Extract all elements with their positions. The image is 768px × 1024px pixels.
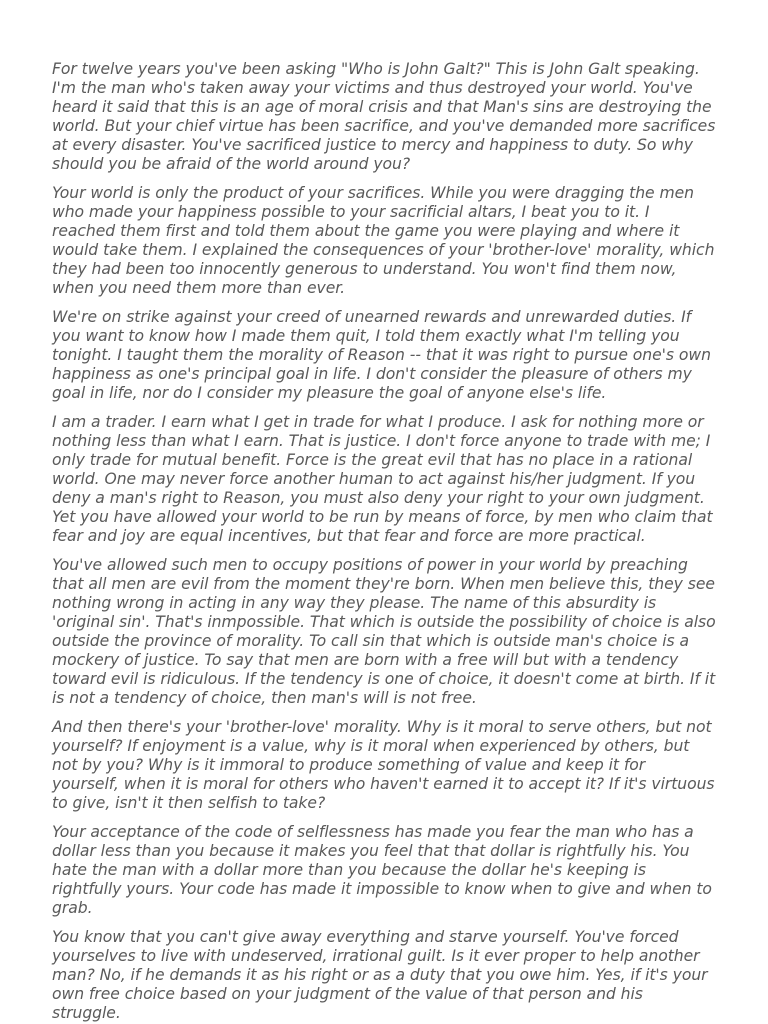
paragraph-7: Your acceptance of the code of selflessness has made you fear the man who has a dollar less than you because it makes you feel that that dollar is rightfully his. You hate the man with a dollar more than you because the dollar he's keeping is rightfully yours. Your code has made it impossible to know when to give and when to grab. [52,823,712,917]
paragraph-3: We're on strike against your creed of unearned rewards and unrewarded duties. If you want to know how I made them quit, I told them exactly what I'm telling you tonight. I taught them the morality of Reason -- that it was right to pursue one's own happiness as one's principal goal in life. I don't consider the pleasure of others my goal in life, nor do I consider my pleasure the goal of anyone else's life. [52,308,711,402]
paragraph-4: I am a trader. I earn what I get in trade for what I produce. I ask for nothing more or nothing less than what I earn. That is justice. I don't force anyone to trade with me; I only trade for mutual benefit. Force is the great evil that has no place in a rational world. One may never force another human to act against his/her judgment. If you deny a man's right to Reason, you must also deny your right to your own judgment. Yet you have allowed your world to be run by means of force, by men who claim that fear and joy are equal incentives, but that fear and force are more practical. [52,413,713,545]
paragraph-8: You know that you can't give away everything and starve yourself. You've forced yourselves to live with undeserved, irrational guilt. Is it ever proper to help another man? No, if he demands it as his right or as a duty that you owe him. Yes, if it's your own free choice based on your judgment of the value of that person and his struggle. [52,928,708,1022]
paragraph-6: And then there's your 'brother-love' morality. Why is it moral to serve others, but not yourself? If enjoyment is a value, why is it moral when experienced by others, but not by you? Why is it immoral to produce something of value and keep it for yourself, when it is moral for others who haven't earned it to accept it? If it's virtuous to give, isn't it then selfish to take? [52,718,715,812]
paragraph-1: For twelve years you've been asking "Who is John Galt?" This is John Galt speaking. I'm the man who's taken away your victims and thus destroyed your world. You've heard it said that this is an age of moral crisis and that Man's sins are destroying the world. But your chief virtue has been sacrifice, and you've demanded more sacrifices at every disaster. You've sacrificed justice to mercy and happiness to duty. So why should you be afraid of the world around you? [52,60,716,173]
paragraph-2: Your world is only the product of your sacrifices. While you were dragging the men who made your happiness possible to your sacrificial altars, I beat you to it. I reached them first and told them about the game you were playing and where it would take them. I explained the consequences of your 'brother-love' morality, which they had been too innocently generous to understand. You won't find them now, when you need them more than ever. [52,184,715,297]
paragraph-5: You've allowed such men to occupy positions of power in your world by preaching that all men are evil from the moment they're born. When men believe this, they see nothing wrong in acting in any way they please. The name of this absurdity is 'original sin'. That's inmpossible. That which is outside the possibility of choice is also outside the province of morality. To call sin that which is outside man's choice is a mockery of justice. To say that men are born with a free will but with a tendency toward evil is ridiculous. If the tendency is one of choice, it doesn't come at birth. If it is not a tendency of choice, then man's will is not free. [52,556,716,707]
